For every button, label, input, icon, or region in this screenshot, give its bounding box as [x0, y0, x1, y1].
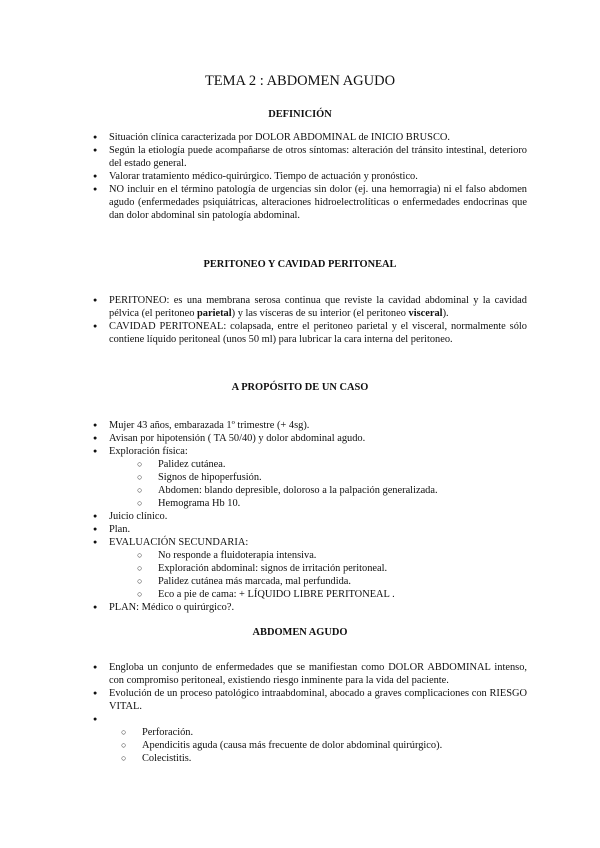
list-item: ● Situación clínica caracterizada por DOLOR ABDOMINAL de INICIO BRUSCO.: [93, 131, 527, 144]
list-item: ● Mujer 43 años, embarazada 1º trimestre (+ 4sg).: [93, 419, 527, 432]
list-item: ● Valorar tratamiento médico-quirúrgico. Tiempo de actuación y pronóstico.: [93, 170, 527, 183]
list-item: ● PLAN: Médico o quirúrgico?.: [93, 601, 527, 614]
list-item: [93, 445, 527, 510]
sublist-item: ○ Apendicitis aguda (causa más frecuente de dolor abdominal quirúrgico).: [107, 739, 527, 752]
heading-peritoneo: PERITONEO Y CAVIDAD PERITONEAL: [203, 259, 397, 270]
sublist-item: ○ Signos de hipoperfusión.: [123, 471, 527, 484]
heading-abdomen-agudo: ABDOMEN AGUDO: [252, 627, 348, 638]
list-item: [93, 294, 527, 320]
sublist-item: ○ Perforación.: [107, 726, 527, 739]
sublist-item: ○ Exploración abdominal: signos de irritación peritoneal.: [123, 562, 527, 575]
text: EVALUACIÓN SECUNDARIA:: [109, 537, 249, 548]
list-item: [93, 726, 527, 765]
sublist: [93, 726, 527, 765]
list-item: ● Plan.: [93, 523, 527, 536]
sublist: [109, 549, 527, 601]
sublist: [109, 458, 527, 510]
list-item: ● Engloba un conjunto de enfermedades que se manifiestan como DOLOR ABDOMINAL intenso, con compromiso peritoneal, existiendo riesgo inminente para la vida del paciente.: [93, 661, 527, 687]
text: ).: [442, 308, 449, 319]
document-title: TEMA 2 : ABDOMEN AGUDO: [204, 73, 396, 89]
list-peritoneo: [93, 294, 527, 346]
list-item: ● CAVIDAD PERITONEAL: colapsada, entre el peritoneo parietal y el visceral, normalmente sólo contiene líquido peritoneal (unos 50 ml) para lubricar la cara interna del peritoneo.: [93, 320, 527, 346]
list-item: ● Según la etiología puede acompañarse de otros síntomas: alteración del tránsito intestinal, deterioro del estado general.: [93, 144, 527, 170]
list-item-empty: [93, 713, 527, 726]
list-abdomen-agudo: [93, 661, 527, 765]
text: Exploración física:: [109, 446, 188, 457]
sublist-item: ○ Palidez cutánea más marcada, mal perfundida.: [123, 575, 527, 588]
list-item: ● Evolución de un proceso patológico intraabdominal, abocado a graves complicaciones con RIESGO VITAL.: [93, 687, 527, 713]
bold-text: parietal: [197, 308, 232, 319]
text: PERITONEO: es una membrana serosa continua que reviste la cavidad abdominal y la cavidad pélvica (el peritoneo: [109, 295, 527, 319]
list-item: ● Avisan por hipotensión ( TA 50/40) y dolor abdominal agudo.: [93, 432, 527, 445]
text: ) y las vísceras de su interior (el peritoneo: [231, 308, 409, 319]
heading-caso: A PROPÓSITO DE UN CASO: [231, 382, 369, 393]
heading-definicion: DEFINICIÓN: [268, 109, 332, 120]
sublist-item: ○ Eco a pie de cama: + LÍQUIDO LIBRE PERITONEAL .: [123, 588, 527, 601]
sublist-item: ○ Palidez cutánea.: [123, 458, 527, 471]
sublist-item: ○ Abdomen: blando depresible, doloroso a la palpación generalizada.: [123, 484, 527, 497]
bold-text: visceral: [408, 308, 443, 319]
list-item: [93, 536, 527, 601]
list-item: ● NO incluir en el término patología de urgencias sin dolor (ej. una hemorragia) ni el falso abdomen agudo (enfermedades psiquiátricas, alteraciones hidroelectrolíticas o enfermedades endocrinas que dan dolor abdominal sin patología abdominal.: [93, 183, 527, 222]
list-caso: [93, 419, 527, 614]
sublist-item: ○ Hemograma Hb 10.: [123, 497, 527, 510]
list-item: ● Juicio clínico.: [93, 510, 527, 523]
sublist-item: ○ No responde a fluidoterapia intensiva.: [123, 549, 527, 562]
list-definicion: [93, 131, 527, 222]
sublist-item: ○ Colecistitis.: [107, 752, 527, 765]
